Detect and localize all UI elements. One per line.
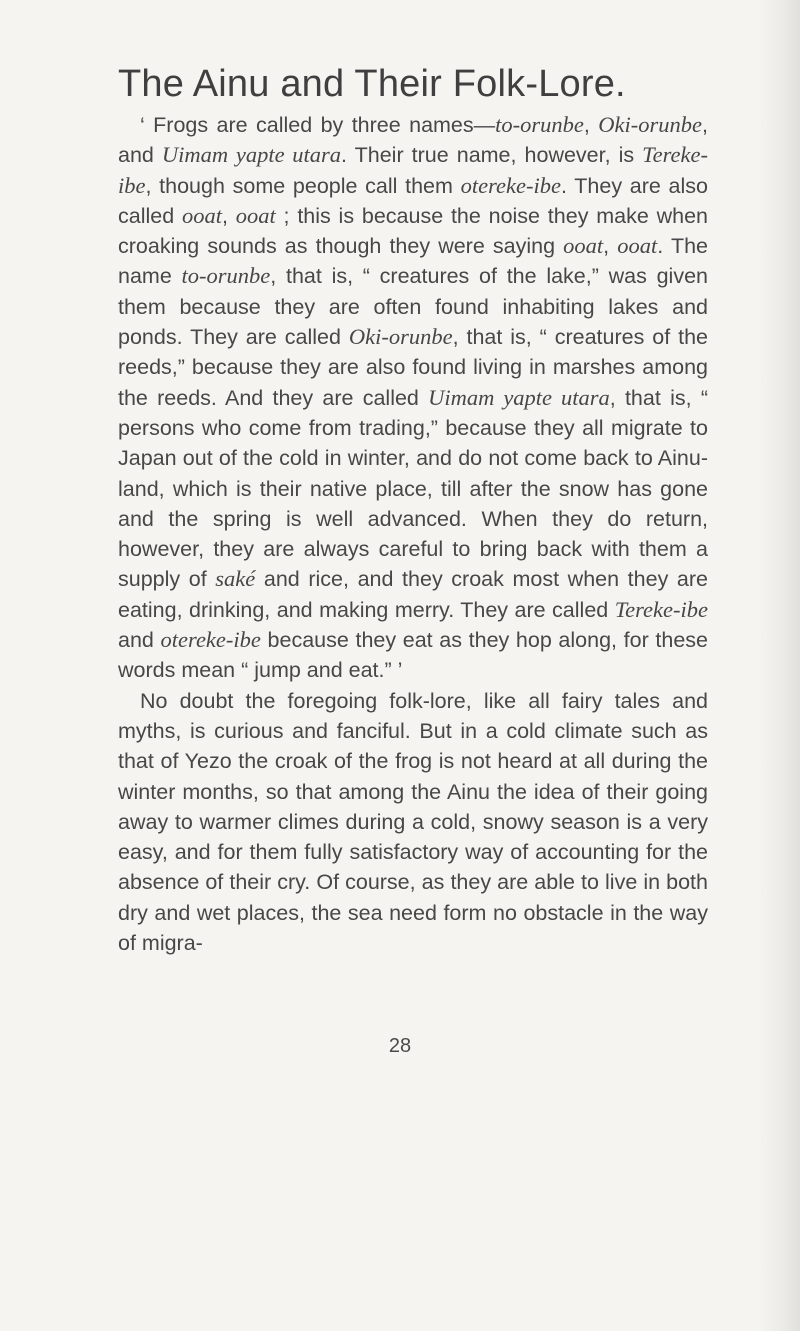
page-edge-shadow — [758, 0, 800, 1331]
text-run: , that is, “ creatures of the lake,” was given them because they are often found inhabiting lakes and ponds. They are called — [118, 264, 708, 350]
page-number: 28 — [388, 1035, 412, 1057]
italic-term: otereke-ibe — [160, 627, 261, 653]
text-run: . The name — [118, 234, 708, 289]
text-run: , — [603, 234, 618, 259]
text-run: , — [221, 203, 236, 228]
italic-term: ooat — [181, 202, 222, 228]
paragraph — [118, 110, 708, 686]
italic-term: Uimam yapte utara — [161, 142, 342, 168]
body-text — [118, 110, 708, 958]
text-run: , though some people call them — [145, 173, 461, 198]
italic-term: otereke-ibe — [460, 172, 561, 198]
italic-term: ooat — [563, 233, 604, 259]
italic-term: ooat — [617, 233, 658, 259]
italic-term: to-orunbe — [181, 263, 271, 289]
text-run: No doubt the foregoing folk-lore, like all fairy tales and myths, is curious and fanciful. But in a cold climate such as that of Yezo the croak of the frog is not heard at all during the winter months, so that among the Ainu the idea of their going away to warmer climes during a cold, snowy season is a very easy, and for them fully satisfactory way of accounting for the absence of their cry. Of course, as they are able to live in both dry and wet places, the sea need form no obstacle in the way of migra- — [118, 688, 708, 956]
text-run: , — [583, 113, 599, 137]
text-run: and rice, and they croak most when they are eating, drinking, and making merry. They are called — [118, 567, 708, 622]
text-run: , that is, “ creatures of the reeds,” because they are also found living in marshes among the reeds. And they are called — [118, 325, 708, 410]
text-run: , and — [118, 113, 708, 168]
italic-term: Uimam yapte utara — [428, 384, 610, 410]
text-run: . Their true name, however, is — [341, 143, 643, 168]
running-head: The Ainu and Their Folk-Lore. — [118, 63, 626, 105]
text-run: . They are also called — [118, 173, 708, 228]
italic-term: to-orunbe — [495, 112, 584, 137]
italic-term: Tereke-ibe — [614, 596, 708, 622]
text-run: ‘ Frogs are called by three names— — [140, 113, 496, 137]
italic-term: Oki-orunbe — [348, 324, 453, 350]
text-run: because they eat as they hop along, for these words mean “ jump and eat.” ’ — [118, 628, 708, 683]
italic-term: Oki-orunbe — [598, 112, 703, 137]
italic-term: Tereke-ibe — [118, 142, 708, 198]
text-run: ; this is because the noise they make when croaking sounds as though they were saying — [118, 203, 708, 259]
italic-term: saké — [215, 566, 256, 592]
text-run: and — [118, 628, 161, 653]
italic-term: ooat — [235, 202, 276, 228]
text-run: , that is, “ persons who come from trading,” because they all migrate to Japan out of the cold in winter, and do not come back to Ainu-land, which is their native place, till after the snow has gone and the spring is well advanced. When they do return, however, they are always careful to bring back with them a supply of — [118, 385, 708, 592]
paragraph — [118, 686, 708, 959]
